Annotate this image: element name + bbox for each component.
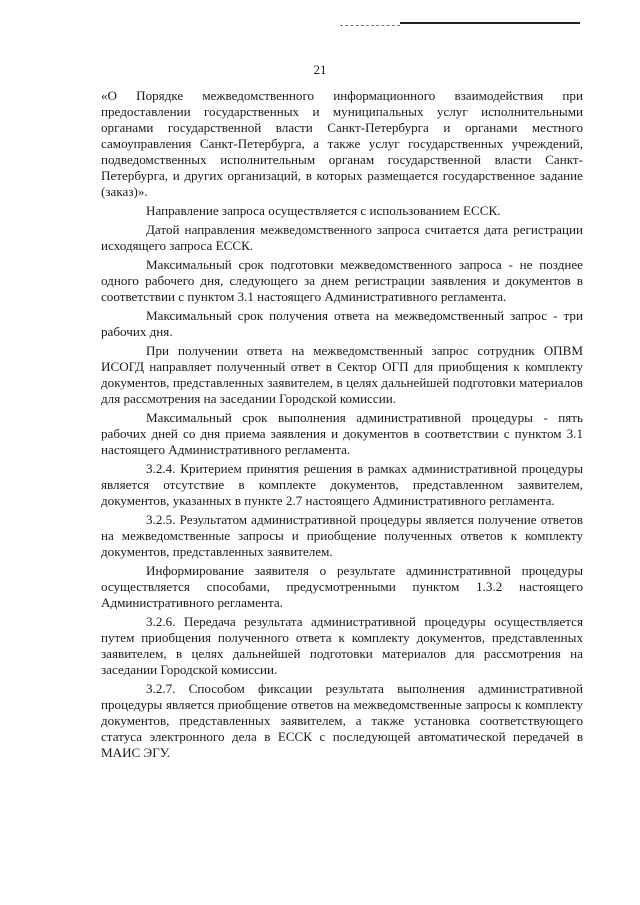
paragraph-3-2-5: 3.2.5. Результатом административной процедуры является получение ответов на межведомственные запросы и приобщение полученных ответов к комплекту документов, представленных заявителем. xyxy=(101,512,583,559)
scan-artifact-dash xyxy=(340,25,400,26)
paragraph-response-deadline: Максимальный срок получения ответа на межведомственный запрос - три рабочих дня. xyxy=(101,308,583,339)
paragraph-prep-deadline: Максимальный срок подготовки межведомственного запроса - не позднее одного рабочего дня, следующего за днем регистрации заявления и документов в соответствии с пунктом 3.1 настоящего Административного регламента. xyxy=(101,257,583,304)
paragraph-request-method: Направление запроса осуществляется с использованием ЕССК. xyxy=(146,203,501,218)
scan-artifact-line xyxy=(400,22,580,24)
paragraph-informing: Информирование заявителя о результате административной процедуры осуществляется способами, предусмотренными пунктом 1.3.2 настоящего Административного регламента. xyxy=(101,563,583,610)
paragraph-procedure-deadline: Максимальный срок выполнения административной процедуры - пять рабочих дней со дня приема заявления и документов в соответствии с пунктом 3.1 настоящего Административного регламента. xyxy=(101,410,583,457)
paragraph-3-2-6: 3.2.6. Передача результата административной процедуры осуществляется путем приобщения полученного ответа к комплекту документов, представленных заявителем, в целях дальнейшей подготовки материалов для рассмотрения на заседании Городской комиссии. xyxy=(101,614,583,677)
paragraph-3-2-4: 3.2.4. Критерием принятия решения в рамках административной процедуры является отсутствие в комплекте документов, представленном заявителем, документов, указанных в пункте 2.7 настоящего Административного регламента. xyxy=(101,461,583,508)
paragraph-response-handling: При получении ответа на межведомственный запрос сотрудник ОПВМ ИСОГД направляет полученный ответ в Сектор ОГП для приобщения к комплекту документов, представленных заявителем, в целях дальнейшей подготовки материалов для рассмотрения на заседании Городской комиссии. xyxy=(101,343,583,406)
document-body xyxy=(101,88,583,764)
paragraph-continuation: «О Порядке межведомственного информационного взаимодействия при предоставлении государственных и муниципальных услуг исполнительными органами государственной власти Санкт-Петербурга и органами местного самоуправления Санкт-Петербурга, а также услуг государственных учреждений, подведомственных исполнительным органам государственной власти Санкт-Петербурга, и других организаций, в которых размещается государственное задание (заказ)». xyxy=(101,88,583,199)
page-number: 21 xyxy=(313,62,327,77)
paragraph-request-date: Датой направления межведомственного запроса считается дата регистрации исходящего запроса ЕССК. xyxy=(101,222,583,253)
paragraph-3-2-7: 3.2.7. Способом фиксации результата выполнения административной процедуры является приобщение ответов на межведомственные запросы к комплекту документов, представленных заявителем, а также установка соответствующего статуса электронного дела в ЕССК с последующей автоматической передачей в МАИС ЭГУ. xyxy=(101,681,583,760)
